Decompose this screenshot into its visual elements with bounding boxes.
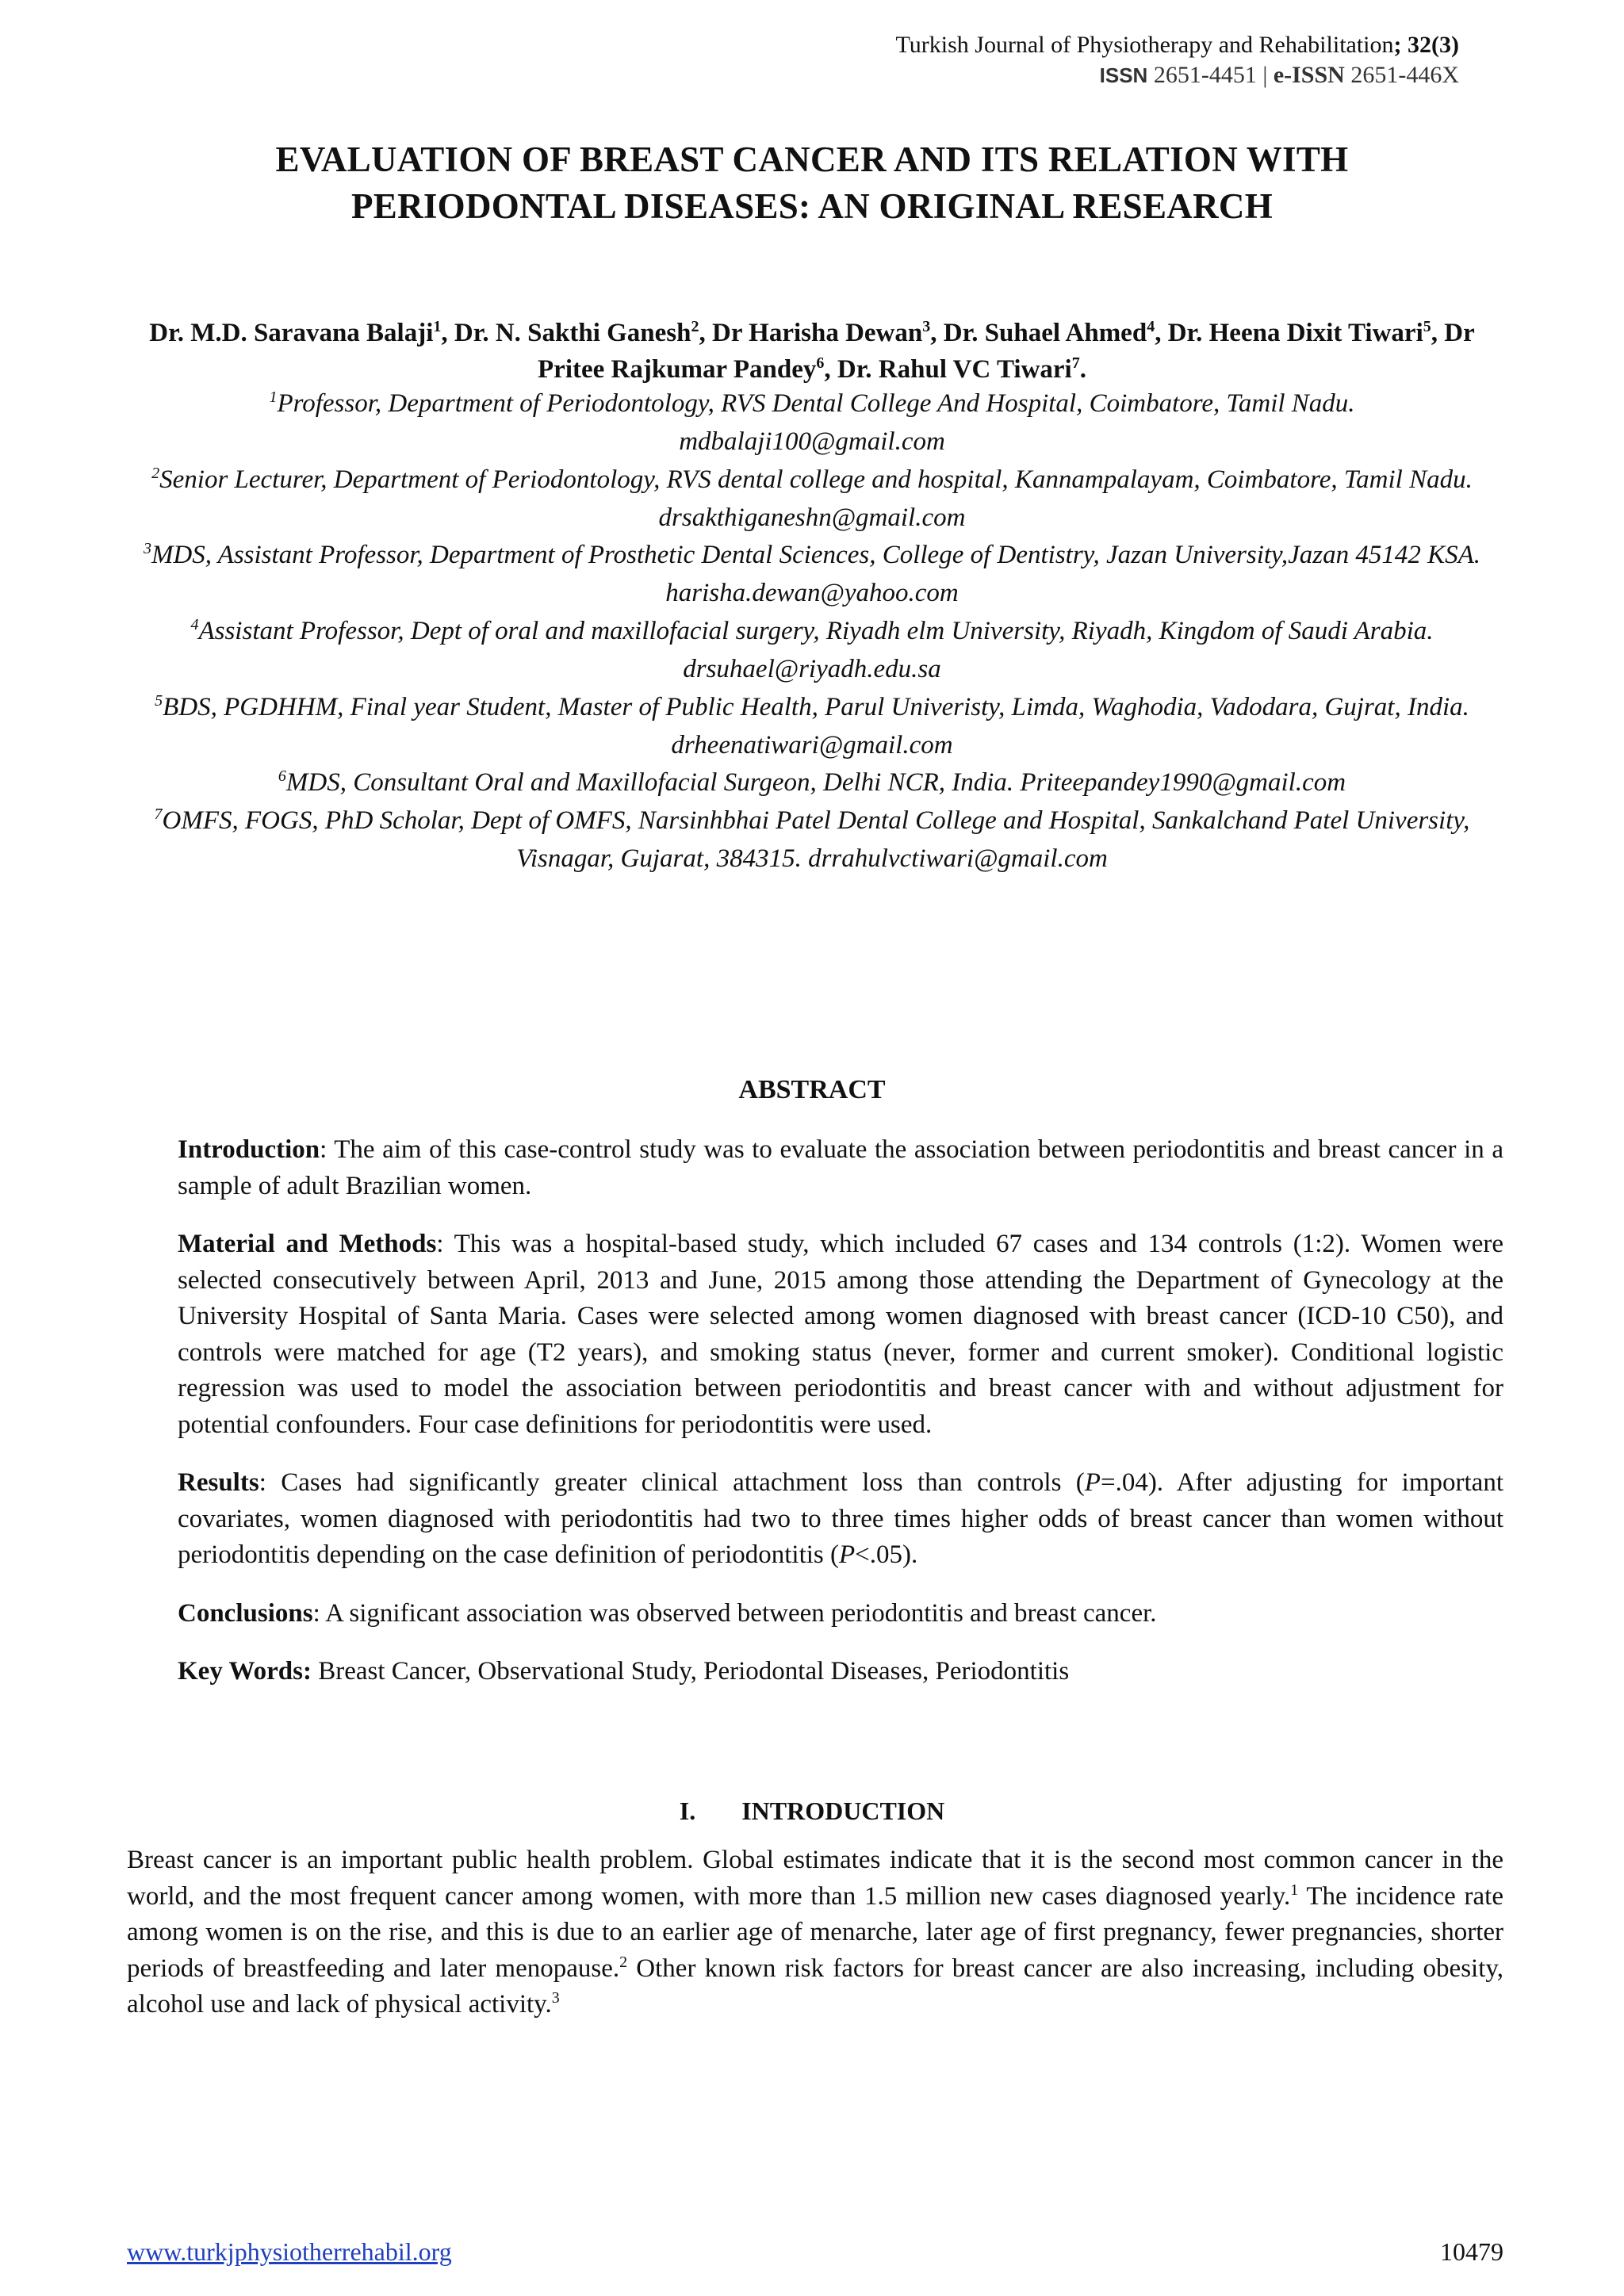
abstract-introduction-label: Introduction bbox=[178, 1135, 320, 1164]
affiliation-text: Senior Lecturer, Department of Periodontology, RVS dental college and hospital, Kannampalayam, Coimbatore, Tamil Nadu. drsakthiganeshn@gmail.com bbox=[159, 465, 1473, 532]
author-sup: 7 bbox=[1071, 354, 1080, 372]
intro-text: Other known risk factors for breast cancer are also increasing, including obesity, alcohol use and lack of physical activity. bbox=[127, 1954, 1503, 2019]
affiliation-sup: 5 bbox=[155, 691, 163, 710]
affiliation-4 bbox=[135, 613, 1489, 689]
author-sup: 3 bbox=[922, 318, 931, 335]
affiliation-text: BDS, PGDHHM, Final year Student, Master of Public Health, Parul Univeristy, Limda, Waghodia, Vadodara, Gujrat, India. drheenatiwari@gmail.com bbox=[163, 692, 1469, 760]
intro-text: Breast cancer is an important public health problem. Global estimates indicate that it is the second most common cancer in the world, and the most frequent cancer among women, with more than 1.5 million new cases diagnosed yearly. bbox=[127, 1846, 1503, 1911]
abstract-keywords bbox=[178, 1654, 1503, 1690]
section-title: INTRODUCTION bbox=[741, 1797, 945, 1825]
affiliation-text: MDS, Assistant Professor, Department of Prosthetic Dental Sciences, College of Dentistry, Jazan University,Jazan 45142 KSA. harisha.dewan@yahoo.com bbox=[151, 541, 1481, 608]
abstract-results-text: =.04). After adjusting for important covariates, women diagnosed with periodontitis had two to three times higher odds of breast cancer than women without periodontitis depending on the case definition of periodontitis ( bbox=[178, 1468, 1503, 1570]
title-line-1: EVALUATION OF BREAST CANCER AND ITS RELATION WITH bbox=[275, 140, 1349, 179]
author-name: Dr. Rahul VC Tiwari bbox=[837, 354, 1072, 384]
abstract-conclusions-text: : A significant association was observed between periodontitis and breast cancer. bbox=[312, 1598, 1157, 1628]
title-line-2: PERIODONTAL DISEASES: AN ORIGINAL RESEARCH bbox=[350, 186, 1274, 226]
abstract-conclusions-label: Conclusions bbox=[178, 1598, 313, 1628]
author-sup: 6 bbox=[816, 354, 825, 372]
affiliation-6 bbox=[135, 764, 1489, 802]
affiliation-sup: 4 bbox=[190, 616, 199, 634]
eissn-number: 2651-446X bbox=[1344, 62, 1459, 89]
author-name: Dr. N. Sakthi Ganesh bbox=[454, 319, 691, 347]
eissn-label: e-ISSN bbox=[1273, 62, 1345, 89]
abstract-introduction-text: : The aim of this case-control study was to evaluate the association between periodontitis and breast cancer in a sample of adult Brazilian women. bbox=[178, 1135, 1503, 1200]
author-name: Dr. Suhael Ahmed bbox=[943, 319, 1147, 347]
abstract-methods-label: Material and Methods bbox=[178, 1230, 437, 1259]
affiliation-sup: 2 bbox=[151, 464, 160, 482]
issn-number: 2651-4451 | bbox=[1147, 62, 1274, 89]
affiliation-text: Assistant Professor, Dept of oral and maxillofacial surgery, Riyadh elm University, Riyadh, Kingdom of Saudi Arabia. drsuhael@riyadh.edu.sa bbox=[198, 617, 1434, 683]
abstract-methods bbox=[178, 1226, 1503, 1443]
p-value-symbol: P bbox=[1084, 1468, 1101, 1498]
affiliation-sup: 6 bbox=[278, 767, 286, 786]
author-name: Dr Pritee Rajkumar Pandey bbox=[538, 319, 1475, 384]
author-sep: , bbox=[930, 319, 944, 347]
citation-ref: 2 bbox=[619, 1953, 628, 1971]
issn-line bbox=[896, 60, 1460, 90]
abstract-results bbox=[178, 1465, 1503, 1574]
author-sup: 2 bbox=[691, 318, 699, 335]
author-sep: . bbox=[1079, 354, 1086, 384]
journal-name: Turkish Journal of Physiotherapy and Rehabilitation bbox=[895, 32, 1394, 58]
page-number: 10479 bbox=[1440, 2237, 1503, 2266]
author-sep: , bbox=[824, 354, 837, 384]
affiliation-text: MDS, Consultant Oral and Maxillofacial Surgeon, Delhi NCR, India. Priteepandey1990@gmail.com bbox=[285, 768, 1346, 798]
issn-label: ISSN bbox=[1099, 63, 1148, 88]
affiliation-1 bbox=[135, 385, 1489, 461]
intro-text: The incidence rate among women is on the rise, and this is due to an earlier age of menarche, later age of first pregnancy, fewer pregnancies, shorter periods of breastfeeding and later menopause. bbox=[127, 1881, 1503, 1983]
author-list bbox=[119, 316, 1505, 388]
author-sep: , bbox=[1155, 319, 1168, 347]
affiliation-list bbox=[135, 385, 1489, 878]
affiliation-sup: 3 bbox=[143, 540, 151, 558]
keywords-text: Breast Cancer, Observational Study, Periodontal Diseases, Periodontitis bbox=[311, 1657, 1070, 1686]
journal-title-line bbox=[896, 30, 1460, 60]
section-number: I. bbox=[679, 1797, 696, 1825]
author-sup: 5 bbox=[1423, 318, 1431, 335]
affiliation-text: OMFS, FOGS, PhD Scholar, Dept of OMFS, Narsinhbhai Patel Dental College and Hospital, Sankalchand Patel University, Visnagar, Gujarat, 384315. drrahulvctiwari@gmail.com bbox=[162, 806, 1470, 874]
section-heading-introduction bbox=[0, 1797, 1624, 1826]
abstract-results-text: <.05). bbox=[855, 1540, 918, 1570]
introduction-paragraph bbox=[127, 1843, 1503, 2023]
abstract-body bbox=[178, 1132, 1503, 1712]
affiliation-sup: 7 bbox=[154, 806, 163, 824]
author-sup: 1 bbox=[433, 318, 442, 335]
author-name: Dr Harisha Dewan bbox=[712, 319, 923, 347]
author-name: Dr. Heena Dixit Tiwari bbox=[1167, 319, 1423, 347]
author-sup: 4 bbox=[1147, 318, 1155, 335]
citation-ref: 3 bbox=[551, 1989, 560, 2007]
abstract-introduction bbox=[178, 1132, 1503, 1204]
p-value-symbol: P bbox=[839, 1540, 856, 1570]
abstract-heading: ABSTRACT bbox=[738, 1075, 886, 1104]
affiliation-7 bbox=[135, 802, 1489, 878]
affiliation-sup: 1 bbox=[269, 388, 278, 406]
keywords-label: Key Words: bbox=[178, 1657, 312, 1686]
author-name: Dr. M.D. Saravana Balaji bbox=[149, 319, 434, 347]
abstract-results-text: : Cases had significantly greater clinical attachment loss than controls ( bbox=[259, 1468, 1085, 1498]
abstract-results-label: Results bbox=[178, 1468, 259, 1498]
author-sep: , bbox=[441, 319, 454, 347]
citation-ref: 1 bbox=[1290, 1881, 1299, 1899]
author-sep: , bbox=[699, 319, 713, 347]
affiliation-5 bbox=[135, 689, 1489, 765]
abstract-methods-text: : This was a hospital-based study, which included 67 cases and 134 controls (1:2). Women were selected consecutively between April, 2013 and June, 2015 among those attending the Department of Gynecology at the University Hospital of Santa Maria. Cases were selected among women diagnosed with breast cancer (ICD-10 C50), and controls were matched for age (T2 years), and smoking status (never, former and current smoker). Conditional logistic regression was used to model the association between periodontitis and breast cancer with and without adjustment for potential confounders. Four case definitions for periodontitis were used. bbox=[178, 1230, 1503, 1439]
affiliation-text: Professor, Department of Periodontology, RVS Dental College And Hospital, Coimbatore, Tamil Nadu. mdbalaji100@gmail.com bbox=[277, 389, 1355, 456]
journal-website-link[interactable]: www.turkjphysiotherrehabil.org bbox=[127, 2237, 452, 2266]
volume-issue: ; 32(3) bbox=[1393, 32, 1459, 58]
author-sep: , bbox=[1431, 319, 1445, 347]
abstract-conclusions bbox=[178, 1596, 1503, 1632]
journal-header bbox=[896, 30, 1460, 91]
affiliation-3 bbox=[135, 537, 1489, 613]
affiliation-2 bbox=[135, 461, 1489, 538]
paper-title bbox=[0, 136, 1624, 229]
